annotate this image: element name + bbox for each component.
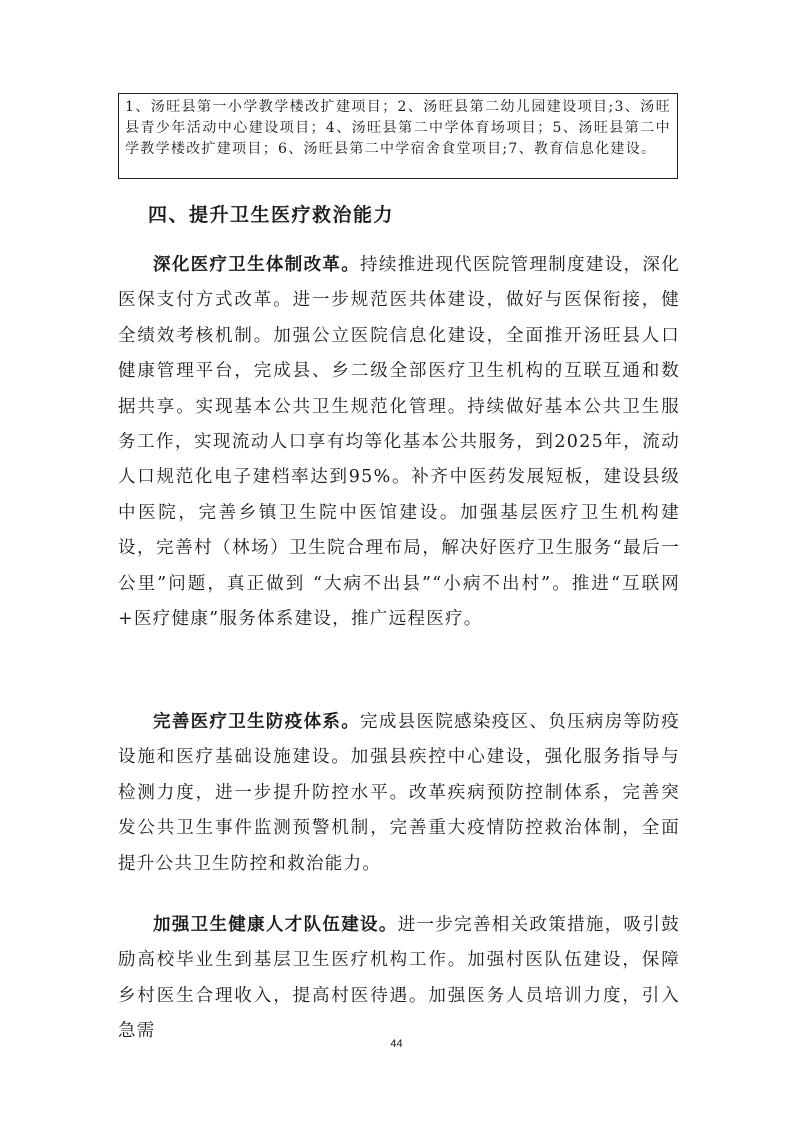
section-heading: 四、提升卫生医疗救治能力 xyxy=(148,204,395,226)
paragraph-lead: 加强卫生健康人才队伍建设。 xyxy=(153,915,398,935)
paragraph-body: 进一步完善相关政策措施，吸引鼓励高校毕业生到基层卫生医疗机构工作。加强村医队伍建设，保障乡村医生合理收入，提高村医待遇。加强医务人员培训力度，引入急需 xyxy=(118,915,680,1042)
project-list-box xyxy=(118,93,678,179)
paragraph-health-reform xyxy=(118,248,680,637)
paragraph-talent-team xyxy=(118,908,680,1042)
paragraph-lead: 完善医疗卫生防疫体系。 xyxy=(153,712,361,732)
paragraph-body: 完成县医院感染疫区、负压病房等防疫设施和医疗基础设施建设。加强县疾控中心建设，强化服务指导与检测力度，进一步提升防控水平。改革疾病预防控制体系，完善突发公共卫生事件监测预警机制，完善重大疫情防控救治体制，全面提升公共卫生防控和救治能力。 xyxy=(118,712,680,874)
paragraph-body: 持续推进现代医院管理制度建设，深化医保支付方式改革。进一步规范医共体建设，做好与医保衔接，健全绩效考核机制。加强公立医院信息化建设，全面推开汤旺县人口健康管理平台，完成县、乡二级全部医疗卫生机构的互联互通和数据共享。实现基本公共卫生规范化管理。持续做好基本公共卫生服务工作，实现流动人口享有均等化基本公共服务，到2025年，流动人口规范化电子建档率达到95%。补齐中医药发展短板，建设县级中医院，完善乡镇卫生院中医馆建设。加强基层医疗卫生机构建设，完善村（林场）卫生院合理布局，解决好医疗卫生服务“最后一公里”问题，真正做到 “大病不出县”“小病不出村”。推进“互联网+医疗健康”服务体系建设，推广远程医疗。 xyxy=(118,255,680,630)
paragraph-lead: 深化医疗卫生体制改革。 xyxy=(153,255,361,275)
page-number: 44 xyxy=(390,1038,403,1050)
paragraph-epidemic-prevention xyxy=(118,705,680,882)
project-list-text: 1、汤旺县第一小学教学楼改扩建项目；2、汤旺县第二幼儿园建设项目;3、汤旺县青少年活动中心建设项目；4、汤旺县第二中学体育场项目；5、汤旺县第二中学教学楼改扩建项目；6、汤旺县第二中学宿舍食堂项目;7、教育信息化建设。 xyxy=(125,99,671,157)
